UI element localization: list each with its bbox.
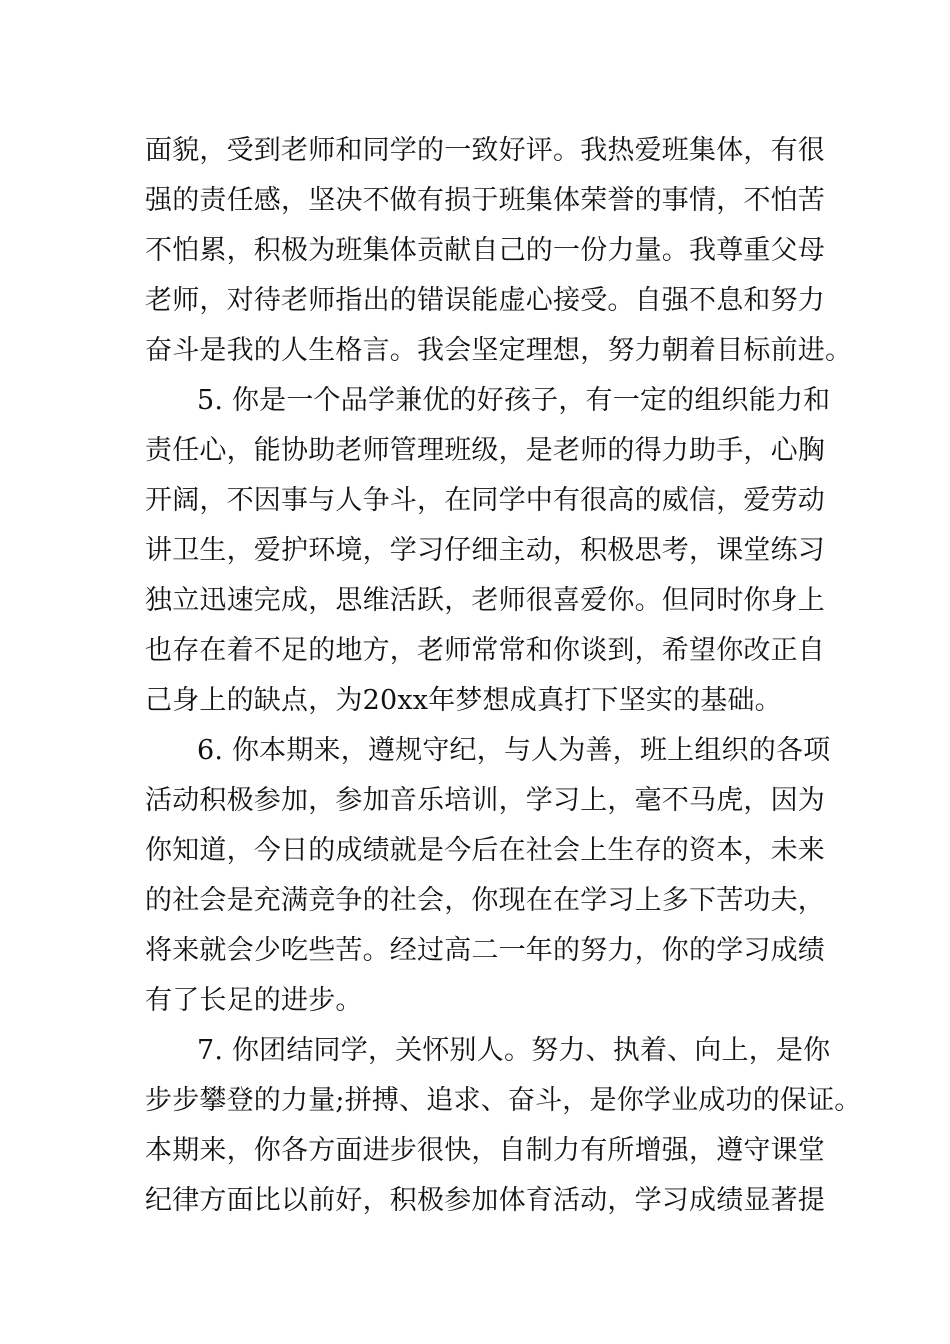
text-line: 步步攀登的力量;拼搏、追求、奋斗，是你学业成功的保证。 <box>145 1085 862 1116</box>
text-line: 强的责任感，坚决不做有损于班集体荣誉的事情，不怕苦 <box>145 185 825 216</box>
paragraph-5-first-line: 5. 你是一个品学兼优的好孩子，有一定的组织能力和 <box>197 385 831 416</box>
text-line: 你知道，今日的成绩就是今后在社会上生存的资本，未来 <box>145 835 825 866</box>
text-line: 奋斗是我的人生格言。我会坚定理想，努力朝着目标前进。 <box>145 335 853 366</box>
text-line: 面貌，受到老师和同学的一致好评。我热爱班集体，有很 <box>145 135 825 166</box>
paragraph-6-first-line: 6. 你本期来，遵规守纪，与人为善，班上组织的各项 <box>197 735 831 766</box>
text-line: 将来就会少吃些苦。经过高二一年的努力，你的学习成绩 <box>145 935 825 966</box>
text-line: 独立迅速完成，思维活跃，老师很喜爱你。但同时你身上 <box>145 585 825 616</box>
text-line: 开阔，不因事与人争斗，在同学中有很高的威信，爱劳动 <box>145 485 825 516</box>
text-line: 也存在着不足的地方，老师常常和你谈到，希望你改正自 <box>145 635 825 666</box>
text-line: 纪律方面比以前好，积极参加体育活动，学习成绩显著提 <box>145 1185 825 1216</box>
paragraph-7-first-line: 7. 你团结同学，关怀别人。努力、执着、向上，是你 <box>197 1035 831 1066</box>
text-line: 本期来，你各方面进步很快，自制力有所增强，遵守课堂 <box>145 1135 825 1166</box>
text-line: 老师，对待老师指出的错误能虚心接受。自强不息和努力 <box>145 285 825 316</box>
text-line: 不怕累，积极为班集体贡献自己的一份力量。我尊重父母 <box>145 235 825 266</box>
text-line: 己身上的缺点，为20xx年梦想成真打下坚实的基础。 <box>145 685 782 716</box>
text-line: 责任心，能协助老师管理班级，是老师的得力助手，心胸 <box>145 435 825 466</box>
text-line: 有了长足的进步。 <box>145 985 363 1016</box>
text-line: 的社会是充满竞争的社会，你现在在学习上多下苦功夫， <box>145 885 825 916</box>
text-line: 讲卫生，爱护环境，学习仔细主动，积极思考，课堂练习 <box>145 535 825 566</box>
text-line: 活动积极参加，参加音乐培训，学习上，毫不马虎，因为 <box>145 785 825 816</box>
